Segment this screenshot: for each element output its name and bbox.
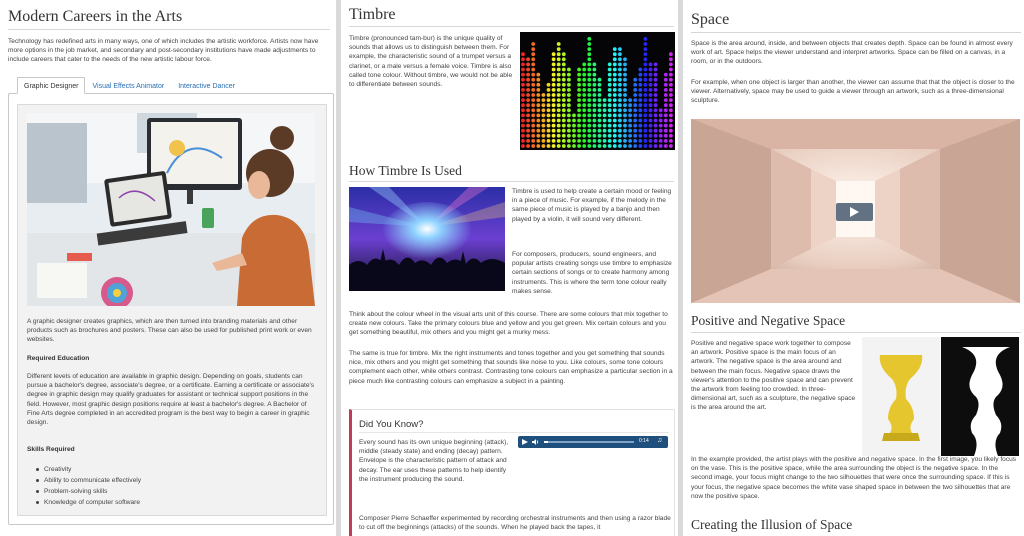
audio-progress-track[interactable] — [544, 441, 634, 443]
section-divider — [691, 332, 1021, 333]
graphic-designer-photo — [27, 113, 315, 306]
how-timbre-title: How Timbre Is Used — [349, 163, 462, 178]
careers-panel — [0, 0, 336, 536]
callout-divider — [359, 432, 669, 433]
list-item: Creativity — [36, 464, 141, 475]
intro-paragraph: Technology has redefined arts in many ways, one of which includes the artistic workforce. Artists now have more options in the job market, and secondary and post-secondary institutions have made adjustments to include careers that cater to the needs of the new artistic labour force. — [8, 38, 319, 64]
timbre-paragraph: Timbre (pronounced tam-bur) is the unique quality of sounds that allows us to distinguish between them. For example, the characteristic sound of a trumpet versus a clarinet, or a male versus a female voice. Timbre is also called tone colour. Without timbre, we would not be able to differentiate between sounds. — [349, 35, 513, 89]
career-tabs — [17, 77, 242, 94]
space-video[interactable] — [691, 119, 1020, 303]
list-item: Problem-solving skills — [36, 486, 141, 497]
play-icon[interactable] — [522, 439, 528, 445]
space-title: Space — [691, 11, 730, 28]
concert-photo — [349, 187, 505, 291]
title-divider — [349, 26, 674, 27]
audio-time: 0:14 — [639, 438, 649, 444]
space-paragraph-1: Space is the area around, inside, and between objects that creates depth. Space can be found in almost every work of art. Space helps the viewer understand and interpret artworks. Space can be filled on a canvas, in a room, or in the outdoors. — [691, 40, 1013, 66]
equalizer-graphic — [520, 32, 675, 150]
audio-progress-fill — [544, 441, 548, 443]
required-education-text: Different levels of education are available in graphic design. Depending on goals, students can pursue a bachelor's degree, associate's degree, or a certificate. Earning a certificate or associate's degree in graphic design may qualify graduates for assistant or technical support positions in the field. However, most graphic design positions require at least a bachelor's degree. A Bachelor of Fine Arts degree completed in an accredited program is the best way to begin a career in graphic design. — [27, 373, 315, 427]
required-education-heading: Required Education — [27, 355, 90, 362]
timbre-title: Timbre — [349, 6, 396, 23]
graphic-designer-description: A graphic designer creates graphics, which are then turned into branding materials and other products such as brochures and posters. These can also be used for published print work or even websites. — [27, 318, 312, 344]
video-play-button[interactable] — [836, 203, 873, 221]
positive-negative-paragraph-1: Positive and negative space work together to compose an artwork. Positive space is the main focus of an artwork. The negative space is the area around and between the main focus. Negative space draws the viewer's attention to the positive space and can prevent the artwork from feeling too crowded. In three-dimensional art, such as a sculpture, the negative space is the area around the art. — [691, 340, 856, 412]
equalizer-image — [520, 32, 675, 150]
space-paragraph-2: For example, when one object is larger than another, the viewer can assume that that the object is closer to the viewer. Alternatively, space may be used to guide a viewer through an artwork, such as a three-dimensional sculpture. — [691, 79, 1015, 105]
list-item: Knowledge of computer software — [36, 497, 141, 508]
page-title: Modern Careers in the Arts — [8, 8, 183, 25]
did-you-know-title: Did You Know? — [359, 419, 424, 430]
tab-visual-effects-animator[interactable]: Visual Effects Animator — [92, 83, 165, 90]
title-divider — [691, 32, 1021, 33]
how-timbre-paragraph-4: The same is true for timbre. Mix the right instruments and tones together and you get something that sounds nice, mix others and you might get something that sounds like noise to you. Like colours, some tone colours complement each other, while others contrast. Contrasting tone colours can emphasize a particular section in a piece much like contrasting colours can emphasize a subject in a painting. — [349, 350, 673, 385]
positive-negative-title: Positive and Negative Space — [691, 313, 846, 328]
how-timbre-paragraph-1: Timbre is used to help create a certain mood or feeling in a piece of music. For example, if the melody in the same piece of music is played by a banjo and then played by a violin, it will sound very different. — [512, 188, 672, 223]
timbre-panel — [341, 0, 678, 536]
skills-list — [36, 464, 141, 508]
tab-graphic-designer[interactable]: Graphic Designer — [17, 77, 85, 94]
schaeffer-paragraph: Composer Pierre Schaeffer experimented by recording orchestral instruments and then using a razor blade to cut off the beginnings (attacks) of the sounds. When he played back the tapes, it — [359, 515, 671, 532]
skills-heading: Skills Required — [27, 446, 75, 453]
how-timbre-paragraph-2: For composers, producers, sound engineers, and popular artists creating songs use timbre to emphasize certain sections of songs or to create harmony among instruments. This is where the term tone colour really makes sense. — [512, 251, 672, 295]
vase-illusion-image — [862, 337, 1019, 456]
audio-player — [518, 436, 668, 448]
volume-icon[interactable] — [532, 439, 539, 445]
list-item: Ability to communicate effectively — [36, 475, 141, 486]
play-icon — [850, 207, 859, 217]
tab-interactive-dancer[interactable]: Interactive Dancer — [178, 83, 236, 90]
did-you-know-text: Every sound has its own unique beginning (attack), middle (steady state) and ending (decay) pattern. Envelope is the characteristic pattern of attack and decay. The ear uses these patterns to help identify the instrument producing the sound. — [359, 439, 509, 483]
how-timbre-paragraph-3: Think about the colour wheel in the visual arts unit of this course. There are some colours that mix together to create new colours. Take the primary colours blue and yellow and you get green. Mix certain colours and you get something beautiful, mix others and you might get a murky mess. — [349, 311, 668, 337]
space-panel — [683, 0, 1024, 536]
title-divider — [8, 29, 330, 30]
positive-negative-paragraph-2: In the example provided, the artist plays with the positive and negative space. In the first image, you likely focus on the vase. This is the positive space, while the area surrounding the object is the negative space. In the second image, your focus might change to the two silhouettes that were once the surrounding space. If this is your focus, the negative space becomes the white vase shaped space in between the two silhouettes that are now the positive space. — [691, 456, 1017, 500]
music-note-icon: ♫ — [657, 437, 663, 444]
section-divider — [349, 181, 674, 182]
illusion-of-space-title: Creating the Illusion of Space — [691, 517, 853, 532]
